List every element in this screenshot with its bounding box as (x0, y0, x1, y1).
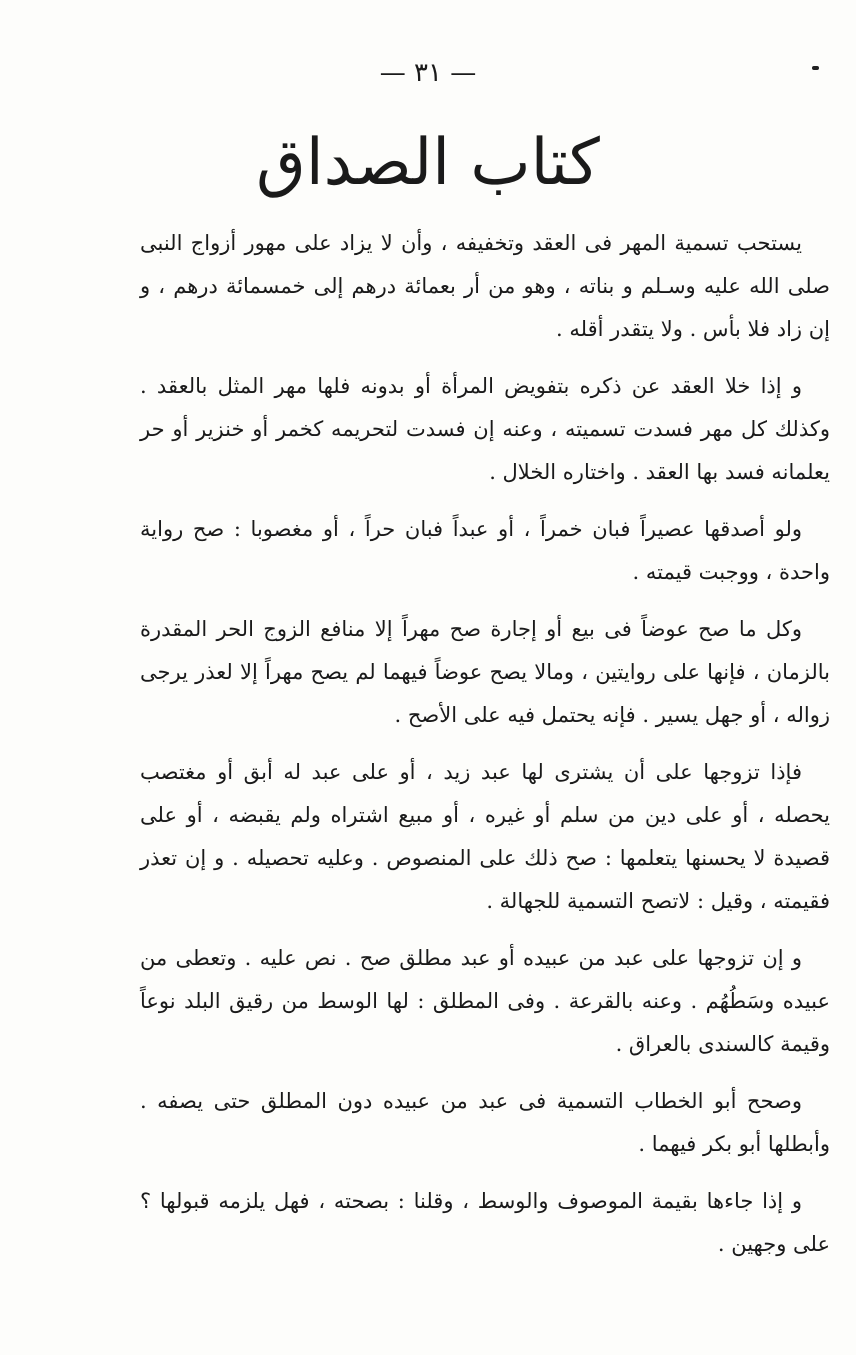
chapter-title: كتاب الصداق (256, 126, 600, 200)
page-number: — ٣١ — (379, 58, 477, 88)
body-text (140, 222, 830, 1280)
paragraph: و إن تزوجها على عبد من عبيده أو عبد مطلق صح . نص عليه . وتعطى من عبيده وسَطُهُم . وعنه بالقرعة . وفى المطلق : لها الوسط من رقيق البلد نوعاً وقيمة كالسندى بالعراق . (140, 946, 830, 1056)
paragraph: و إذا جاءها بقيمة الموصوف والوسط ، وقلنا : بصحته ، فهل يلزمه قبولها ؟ على وجهين . (140, 1189, 830, 1256)
paragraph: وصحح أبو الخطاب التسمية فى عبد من عبيده دون المطلق حتى يصفه . وأبطلها أبو بكر فيهما . (140, 1089, 830, 1156)
paragraph: و إذا خلا العقد عن ذكره بتفويض المرأة أو بدونه فلها مهر المثل بالعقد . وكذلك كل مهر فسدت تسميته ، وعنه إن فسدت لتحريمه كخمر أو خنزير أو حر يعلمانه فسد بها العقد . واختاره الخلال . (140, 374, 830, 484)
paragraph: ولو أصدقها عصيراً فبان خمراً ، أو عبداً فبان حراً ، أو مغصوبا : صح رواية واحدة ، ووجبت قيمته . (140, 517, 830, 584)
paragraph: وكل ما صح عوضاً فى بيع أو إجارة صح مهراً إلا منافع الزوج الحر المقدرة بالزمان ، فإنها على روايتين ، ومالا يصح عوضاً فيهما لم يصح مهراً إلا لعذر يرجى زواله ، أو جهل يسير . فإنه يحتمل فيه على الأصح . (140, 617, 830, 727)
paragraph: فإذا تزوجها على أن يشترى لها عبد زيد ، أو على عبد له أبق أو مغتصب يحصله ، أو على دين من سلم أو غيره ، أو مبيع اشتراه ولم يقبضه ، أو على قصيدة لا يحسنها يتعلمها : صح ذلك على المنصوص . وعليه تحصيله . و إن تعذر فقيمته ، وقيل : لاتصح التسمية للجهالة . (140, 760, 830, 913)
paragraph: يستحب تسمية المهر فى العقد وتخفيفه ، وأن لا يزاد على مهور أزواج النبى صلى الله عليه وسـلم و بناته ، وهو من أر بعمائة درهم إلى خمسمائة درهم ، و إن زاد فلا بأس . ولا يتقدر أقله . (140, 231, 830, 341)
